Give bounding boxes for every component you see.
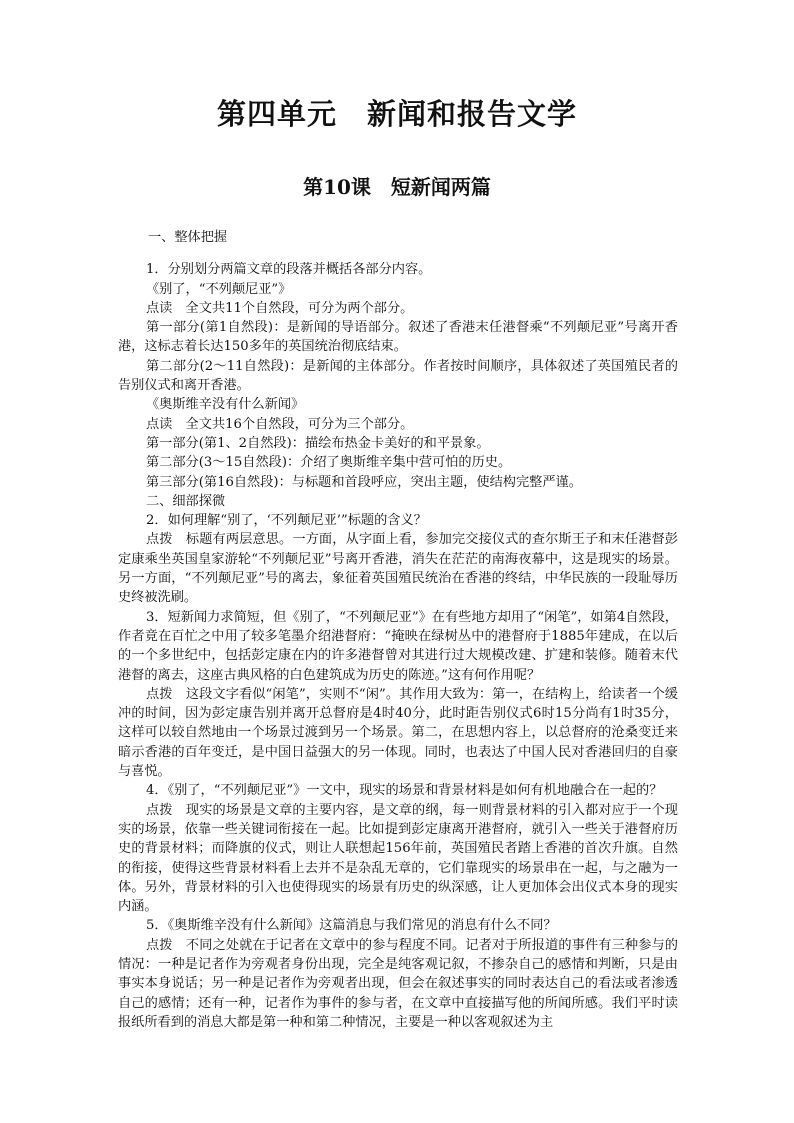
part-1-summary: 第一部分(第1自然段)：是新闻的导语部分。叙述了香港末任港督乘“不列颠尼亚”号离开香港，这标志着长达150多年的英国统治彻底结束。 [118, 320, 678, 355]
document-body [118, 228, 678, 1032]
section-heading-details: 二、细部探微 [146, 493, 226, 509]
reading-note-1: 点读 全文共11个自然段，可分为两个部分。 [146, 300, 414, 316]
answer-5: 点拨 不同之处就在于记者在文章中的参与程度不同。记者对于所报道的事件有三种参与的情况：一种是记者作为旁观者身份出现，完全是纯客观记叙，不掺杂自己的感情和判断，只是由事实本身说话；另一种是记者作为旁观者出现，但会在叙述事实的同时表达自己的看法或者渗透自己的感情；还有一种，记者作为事件的参与者，在文章中直接描写他的所闻所感。我们平时读报纸所看到的消息大都是第一种和第二种情况，主要是一种以客观叙述为主 [118, 937, 678, 1030]
answer-2: 点拨 标题有两层意思。一方面，从字面上看，参加完交接仪式的查尔斯王子和末任港督彭定康乘坐英国皇家游轮“不列颠尼亚”号离开香港，消失在茫茫的南海夜幕中，这是现实的场景。另一方面，“不列颠尼亚”号的离去，象征着英国殖民统治在香港的终结，中华民族的一段耻辱历史终被洗刷。 [118, 532, 678, 606]
part-2-summary: 第二部分(2～11自然段)：是新闻的主体部分。作者按时间顺序，具体叙述了英国殖民者的告别仪式和离开香港。 [118, 358, 678, 394]
answer-3: 点拨 这段文字看似“闲笔”，实则不“闲”。其作用大致为：第一，在结构上，给读者一个缓冲的时间，因为彭定康告别并离开总督府是4时40分，此时距告别仪式6时15分尚有1时35分，这样可以较自然地由一个场景过渡到另一个场景。第二，在思想内容上，以总督府的沧桑变迁来暗示香港的百年变迁，是中国日益强大的另一体现。同时，也表达了中国人民对香港回归的自豪与喜悦。 [118, 686, 678, 780]
reading-note-2: 点读 全文共16个自然段，可分为三个部分。 [146, 416, 414, 432]
section-heading-overview: 一、整体把握 [148, 230, 228, 245]
unit-title: 第四单元 新闻和报告文学 [216, 97, 577, 131]
part-1-summary-2: 第一部分(第1、2自然段)：描绘布热金卡美好的和平景象。 [146, 435, 490, 451]
question-1: 1．分别划分两篇文章的段落并概括各部分内容。 [146, 262, 432, 278]
answer-4: 点拨 现实的场景是文章的主要内容，是文章的纲，每一则背景材料的引入都对应于一个现实的场景，依靠一些关键词衔接在一起。比如提到彭定康离开港督府，就引入一些关于港督府历史的背景材料；而降旗的仪式，则让人联想起156年前，英国殖民者踏上香港的首次升旗。自然的衔接，使得这些背景材料看上去并不是杂乱无章的，它们靠现实的场景串在一起，与之融为一体。另外，背景材料的引入也使得现实的场景有历史的纵深感，让人更加体会出仪式本身的现实内涵。 [118, 802, 678, 915]
question-2: 2．如何理解“别了，‘不列颠尼亚’”标题的含义？ [146, 513, 427, 529]
article-title-1: 《别了，“不列颠尼亚”》 [146, 281, 292, 297]
lesson-title: 第10课 短新闻两篇 [303, 175, 491, 199]
part-2-summary-2: 第二部分(3～15自然段)：介绍了奥斯维辛集中营可怕的历史。 [146, 455, 512, 471]
question-4: 4．《别了，“不列颠尼亚”》一文中，现实的场景和背景材料是如何有机地融合在一起的？ [146, 783, 663, 799]
question-5: 5．《奥斯维辛没有什么新闻》这篇消息与我们常见的消息有什么不同？ [146, 918, 557, 934]
article-title-2: 《奥斯维辛没有什么新闻》 [146, 397, 305, 413]
part-3-summary-2: 第三部分(第16自然段)：与标题和首段呼应，突出主题，使结构完整严谨。 [146, 474, 582, 490]
question-3: 3．短新闻力求简短，但《别了，“不列颠尼亚”》在有些地方却用了“闲笔”，如第4自然段，作者竟在百忙之中用了较多笔墨介绍港督府：“掩映在绿树丛中的港督府于1885年建成，在以后的一个多世纪中，包括彭定康在内的许多港督曾对其进行过大规模改建、扩建和装修。随着末代港督的离去，这座古典风格的白色建筑成为历史的陈迹。”这有何作用呢？ [118, 609, 678, 683]
